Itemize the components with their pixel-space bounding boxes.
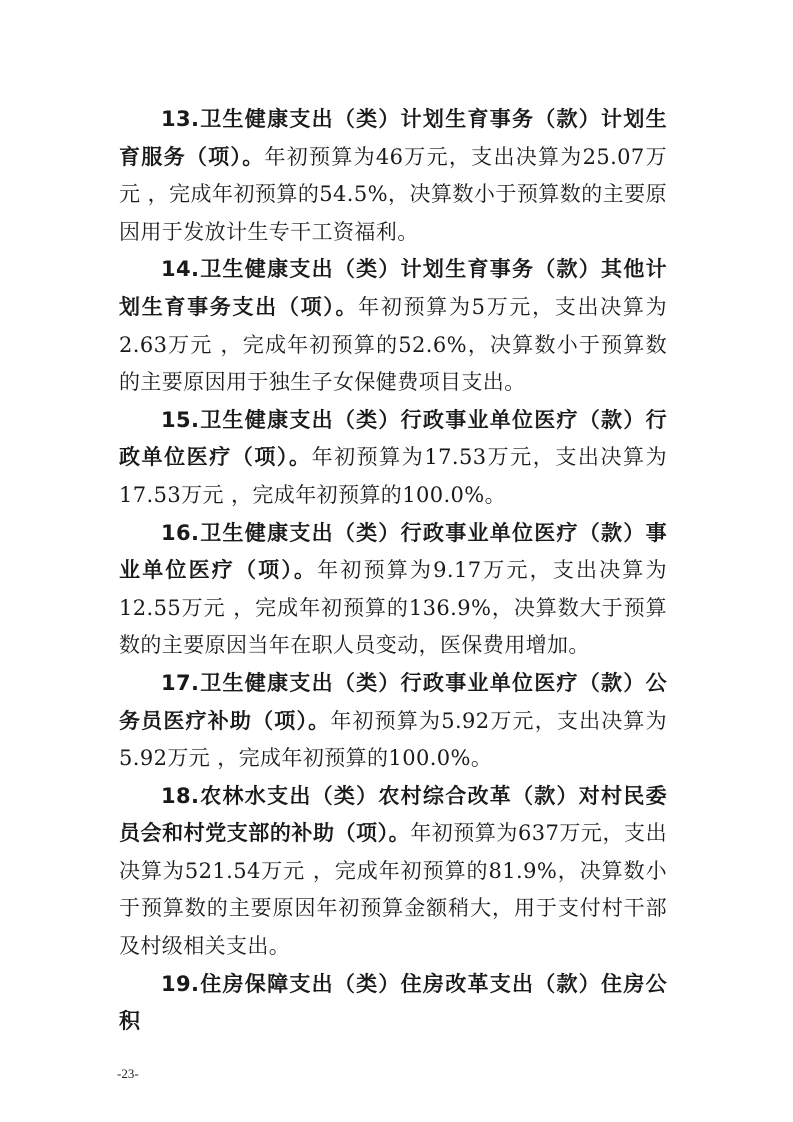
item-text: 年初预算为5.92万元，支出决算为5.92万元 ，完成年初预算的100.0%。	[119, 708, 668, 771]
item-heading: 14.卫生健康支出（类）计划生育事务（款）其他计划生育事务支出（项）。	[119, 257, 667, 319]
item-heading: 18.农林水支出（类）农村综合改革（款）对村民委员会和村党支部的补助（项）。	[119, 783, 667, 846]
item-text: 年初预算为46万元，支出决算为25.07万元 ，完成年初预算的54.5%，决算数小于预算数的主要原因用于发放计生专干工资福利。	[119, 144, 667, 244]
item-heading: 16.卫生健康支出（类）行政事业单位医疗（款）事业单位医疗（项）。	[119, 520, 667, 583]
item-heading: 15.卫生健康支出（类）行政事业单位医疗（款）行政单位医疗（项）。	[119, 407, 667, 470]
paragraph-item-15	[119, 402, 667, 515]
paragraph-item-13	[119, 101, 667, 251]
paragraph-item-19	[119, 966, 667, 1041]
item-heading: 19.住房保障支出（类）住房改革支出（款）住房公积	[119, 971, 667, 1034]
item-text: 年初预算为5万元，支出决算为2.63万元 ，完成年初预算的52.6%，决算数小于预算数的主要原因用于独生子女保健费项目支出。	[119, 294, 667, 395]
document-body	[119, 101, 667, 1041]
paragraph-item-18	[119, 778, 667, 966]
paragraph-item-14	[119, 251, 667, 401]
paragraph-item-16	[119, 515, 667, 665]
page-number: -23-	[117, 1066, 139, 1081]
item-text: 年初预算为9.17万元，支出决算为12.55万元 ，完成年初预算的136.9%，决算数大于预算数的主要原因当年在职人员变动，医保费用增加。	[119, 558, 667, 658]
paragraph-item-17	[119, 665, 667, 778]
item-text: 年初预算为637万元，支出决算为521.54万元 ，完成年初预算的81.9%，决算数小于预算数的主要原因年初预算金额稍大，用于支付村干部及村级相关支出。	[119, 821, 667, 959]
item-heading: 13.卫生健康支出（类）计划生育事务（款）计划生育服务（项）。	[119, 107, 667, 169]
item-heading: 17.卫生健康支出（类）行政事业单位医疗（款）公务员医疗补助（项）。	[119, 670, 667, 733]
item-text: 年初预算为17.53万元，支出决算为17.53万元 ，完成年初预算的100.0%。	[119, 445, 667, 507]
